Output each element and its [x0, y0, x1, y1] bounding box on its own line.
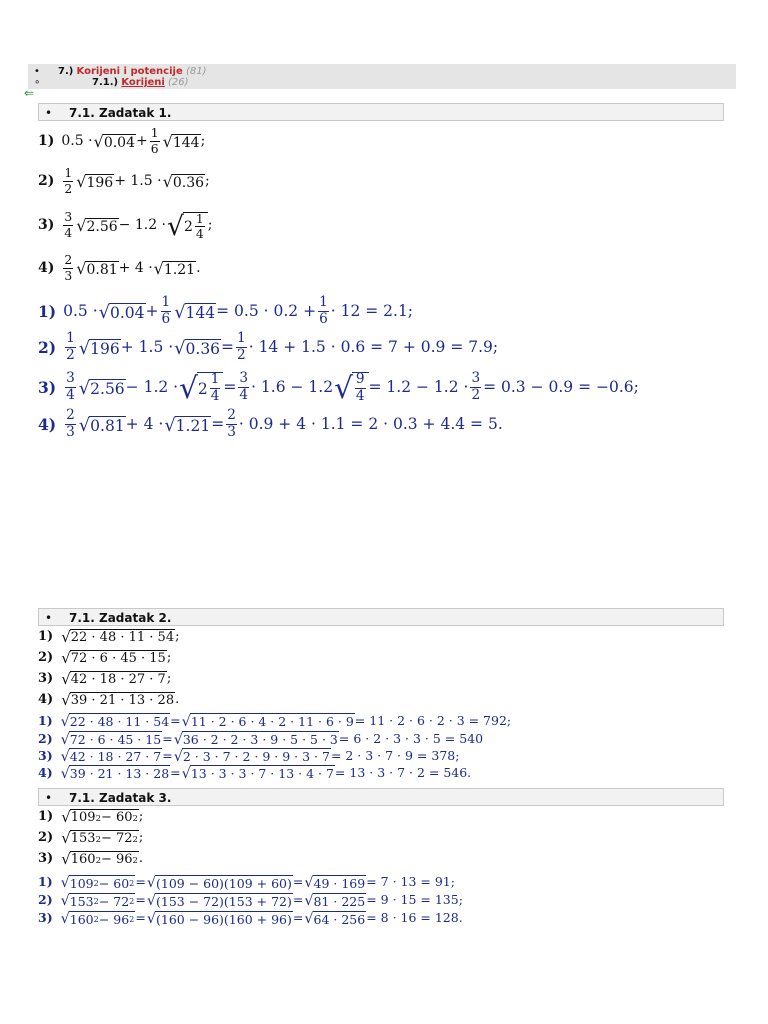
task2-solution-4: 4) √ 39 · 21 · 13 · 28 = √ 13 · 3 · 3 · 7 · 13 · 4 · 7 = 13 · 3 · 7 · 2 = 546.	[38, 764, 472, 782]
task3-problem-2: 2) √ 153 2 − 72 2 ;	[38, 829, 144, 848]
task3-solution-3: 3) √ 160 2 − 96 2 = √ (160 − 96)(160 + 96) = √ 64 · 256 = 8 · 16 = 128.	[38, 910, 463, 928]
task1-problem-3: 3) $\frac{3}{4}$ √ 2.56 − 1.2 · √ 2 $\frac{1}{4}$ ;	[38, 210, 213, 242]
breadcrumb-nav	[28, 64, 736, 89]
section-link[interactable]: Korijeni	[121, 77, 165, 88]
task3-problem-3: 3) √ 160 2 − 96 2 .	[38, 850, 144, 869]
task2-solution-1: 1) √ 22 · 48 · 11 · 54 = √ 11 · 2 · 6 · 4 · 2 · 11 · 6 · 9 = 11 · 2 · 6 · 2 · 3 = 792;	[38, 712, 512, 730]
chapter-count: (81)	[185, 66, 207, 77]
back-arrow-icon[interactable]: ⇐	[24, 86, 35, 100]
task-title-1: 7.1. Zadatak 1.	[69, 106, 172, 120]
task1-problem-4: 4) $\frac{2}{3}$ √ 0.81 + 4 · √ 1.21 .	[38, 253, 201, 283]
section-number: 7.1.)	[92, 77, 119, 88]
task1-problem-1: 1) 0.5 · √ 0.04 + $\frac{1}{6}$ √ 144 ;	[38, 126, 206, 156]
task2-problem-1: 1) √ 22 · 48 · 11 · 54 ;	[38, 628, 180, 647]
task-header-3: • 7.1. Zadatak 3.	[38, 788, 724, 806]
task3-solution-1: 1) √ 109 2 − 60 2 = √ (109 − 60)(109 + 60) = √ 49 · 169 = 7 · 13 = 91;	[38, 874, 455, 892]
task-title-3: 7.1. Zadatak 3.	[69, 791, 172, 805]
task1-solution-2: 2) $\frac{1}{2}$ √ 196 + 1.5 · √ 0.36 = $\frac{1}{2}$ · 14 + 1.5 · 0.6 = 7 + 0.9 = 7.9;	[38, 329, 499, 363]
task2-problem-3: 3) √ 42 · 18 · 27 · 7 ;	[38, 670, 172, 689]
task2-problem-2: 2) √ 72 · 6 · 45 · 15 ;	[38, 649, 172, 668]
task2-problem-4: 4) √ 39 · 21 · 13 · 28 .	[38, 691, 180, 710]
chapter-number: 7.)	[58, 66, 74, 77]
task2-solution-2: 2) √ 72 · 6 · 45 · 15 = √ 36 · 2 · 2 · 3 · 9 · 5 · 5 · 3 = 6 · 2 · 3 · 3 · 5 = 540	[38, 730, 484, 748]
chapter-link[interactable]: Korijeni i potencije	[76, 66, 183, 77]
task2-solution-3: 3) √ 42 · 18 · 27 · 7 = √ 2 · 3 · 7 · 2 · 9 · 9 · 3 · 7 = 2 · 3 · 7 · 9 = 378;	[38, 747, 460, 765]
task-title-2: 7.1. Zadatak 2.	[69, 611, 172, 625]
nav-row-chapter: • 7.) Korijeni i potencije (81)	[34, 66, 207, 77]
task-header-2: • 7.1. Zadatak 2.	[38, 608, 724, 626]
task1-solution-3: 3) $\frac{3}{4}$ √ 2.56 − 1.2 · √ 2 $\frac{1}{4}$ = $\frac{3}{4}$ · 1.6 − 1.2 √ $\frac{9}{4}$ = 1.2 − 1.2 · $\frac{3}{2}$ = 0.3 − 0.9 = −0.6;	[38, 369, 639, 406]
task1-solution-1: 1) 0.5 · √ 0.04 + $\frac{1}{6}$ √ 144 = 0.5 · 0.2 + $\frac{1}{6}$ · 12 = 2.1;	[38, 293, 414, 327]
task3-solution-2: 2) √ 153 2 − 72 2 = √ (153 − 72)(153 + 72) = √ 81 · 225 = 9 · 15 = 135;	[38, 892, 463, 910]
task3-problem-1: 1) √ 109 2 − 60 2 ;	[38, 808, 144, 827]
task1-solution-4: 4) $\frac{2}{3}$ √ 0.81 + 4 · √ 1.21 = $\frac{2}{3}$ · 0.9 + 4 · 1.1 = 2 · 0.3 + 4.4 = 5.	[38, 406, 503, 440]
nav-row-section: ∘ 7.1.) Korijeni (26)	[34, 77, 189, 88]
task1-problem-2: 2) $\frac{1}{2}$ √ 196 + 1.5 · √ 0.36 ;	[38, 166, 210, 196]
task-header-1: • 7.1. Zadatak 1.	[38, 103, 724, 121]
section-count: (26)	[168, 77, 189, 88]
